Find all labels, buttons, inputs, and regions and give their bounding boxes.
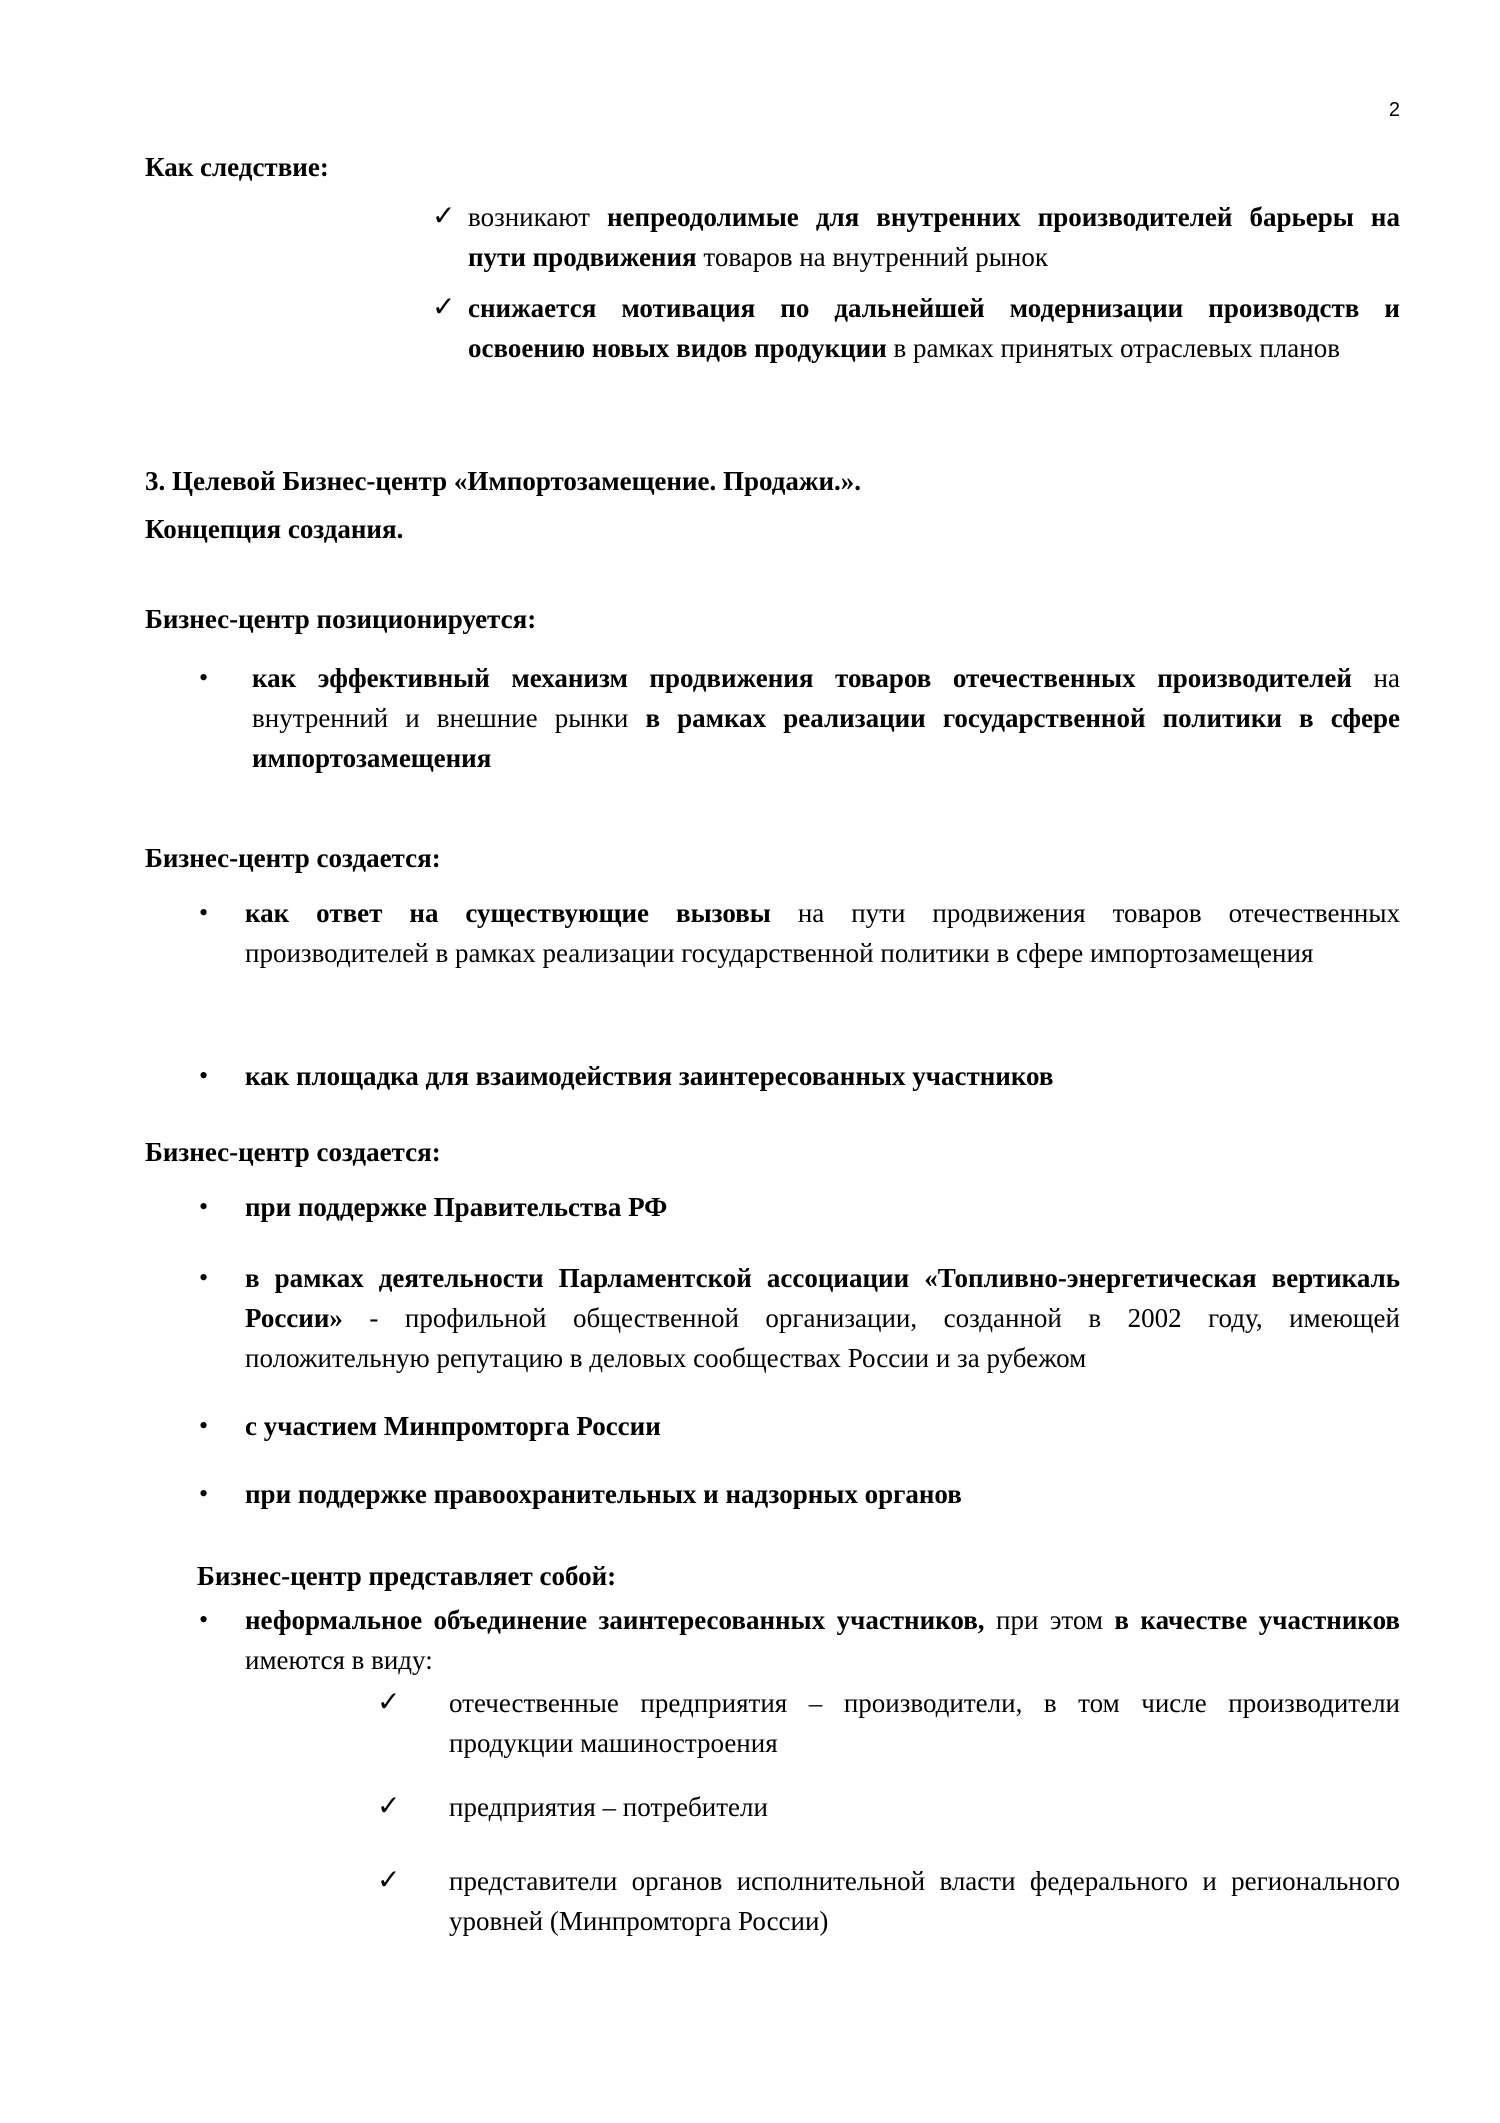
item-bold: в рамках деятельности Парламентской ассоциации «Топливно-энергетическая вертикаль России» [245, 1263, 1400, 1333]
consequence-text: в рамках принятых отраслевых планов [886, 333, 1340, 363]
created-item-1 [199, 893, 1400, 973]
check-icon: ✓ [377, 1865, 401, 1896]
item-bold: как площадка для взаимодействия заинтересованных участников [245, 1061, 1054, 1091]
item-bold: в качестве участников [1114, 1605, 1400, 1635]
bullet-icon: • [199, 1263, 209, 1292]
consequence-bold: непреодолимые для внутренних производителей барьеры на пути продвижения [468, 202, 1400, 272]
represents-item [199, 1600, 1400, 1680]
represents-heading: Бизнес-центр представляет собой: [197, 1561, 617, 1591]
bullet-icon: • [199, 663, 209, 692]
created2-heading: Бизнес-центр создается: [145, 1137, 441, 1167]
section-title: 3. Целевой Бизнес-центр «Импортозамещение. Продажи.». [145, 466, 862, 496]
page-number: 2 [1388, 99, 1400, 121]
intro-heading: Как следствие: [145, 152, 329, 182]
check-icon: ✓ [432, 201, 456, 232]
participant-text: представители органов исполнительной власти федерального и регионального уровней (Минпромторга России) [449, 1866, 1400, 1936]
participant-text: предприятия – потребители [449, 1792, 768, 1822]
item-text: имеются в виду: [245, 1645, 433, 1675]
item-bold: при поддержке Правительства РФ [245, 1192, 668, 1222]
consequence-item-1 [432, 197, 1400, 277]
consequence-item-2 [432, 288, 1400, 368]
created2-item-2 [199, 1258, 1400, 1378]
created-heading: Бизнес-центр создается: [145, 843, 441, 873]
item-bold: при поддержке правоохранительных и надзорных органов [245, 1479, 962, 1509]
item-bold: с участием Минпромторга России [245, 1411, 661, 1441]
participant-item-2 [377, 1787, 1400, 1827]
positioned-heading: Бизнес-центр позиционируется: [145, 604, 537, 634]
created-item-2 [199, 1056, 1400, 1096]
check-icon: ✓ [432, 292, 456, 323]
bullet-icon: • [199, 1411, 209, 1440]
bullet-icon: • [199, 1605, 209, 1634]
participant-item-3 [377, 1861, 1400, 1941]
item-text: - профильной общественной организации, созданной в 2002 году, имеющей положительную репутацию в деловых сообществах России и за рубежом [245, 1303, 1400, 1373]
consequence-text: возникают [468, 202, 607, 232]
participant-item-1 [377, 1683, 1400, 1763]
item-text: на внутренний и внешние рынки [252, 663, 1400, 733]
consequence-bold: снижается мотивация по дальнейшей модернизации производств и освоению новых видов продукции [468, 293, 1400, 363]
item-bold: в рамках реализации государственной политики в сфере импортозамещения [252, 703, 1400, 773]
consequence-text: товаров на внутренний рынок [696, 242, 1048, 272]
section-subtitle: Концепция создания. [145, 514, 404, 544]
item-text: на пути продвижения товаров отечественных производителей в рамках реализации государственной политики в сфере импортозамещения [245, 898, 1400, 968]
item-bold: как ответ на существующие вызовы [245, 898, 771, 928]
participant-text: отечественные предприятия – производители, в том числе производители продукции машиностроения [449, 1688, 1400, 1758]
item-bold: неформальное объединение заинтересованных участников, [245, 1605, 985, 1635]
bullet-icon: • [199, 898, 209, 927]
bullet-icon: • [199, 1061, 209, 1090]
check-icon: ✓ [377, 1687, 401, 1718]
created2-item-4 [199, 1474, 1400, 1514]
created2-item-1 [199, 1187, 1400, 1227]
check-icon: ✓ [377, 1791, 401, 1822]
created2-item-3 [199, 1406, 1400, 1446]
bullet-icon: • [199, 1479, 209, 1508]
bullet-icon: • [199, 1192, 209, 1221]
positioned-item [199, 658, 1400, 778]
item-text: при этом [984, 1605, 1115, 1635]
item-bold: как эффективный механизм продвижения товаров отечественных производителей [252, 663, 1352, 693]
